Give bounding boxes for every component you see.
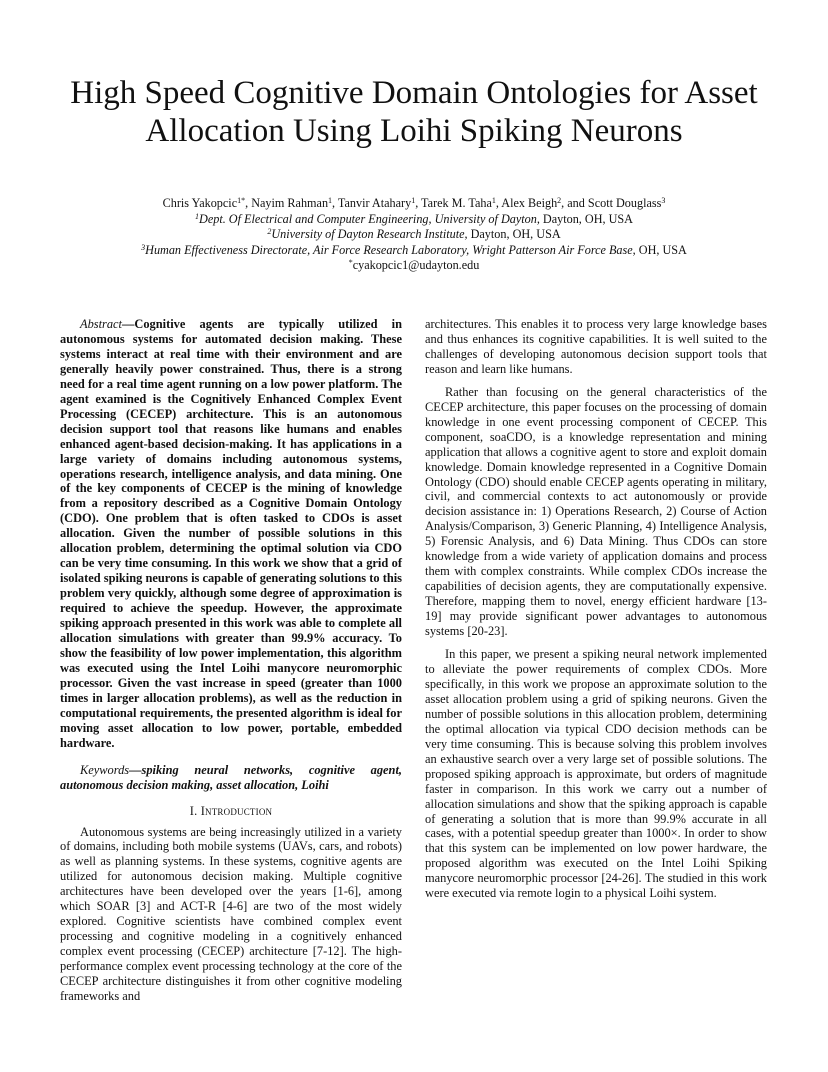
keywords-text: —spiking neural networks, cognitive agent, autonomous decision making, asset allocation, Loihi xyxy=(60,762,402,792)
author-name: , Alex Beigh xyxy=(495,196,558,210)
section-heading-introduction xyxy=(60,804,402,819)
author-name: , Tarek M. Taha xyxy=(415,196,492,210)
author-name: Chris Yakopcic xyxy=(162,196,238,210)
affiliation-location: Dayton, OH, USA xyxy=(467,227,561,241)
author-name: , Tanvir Atahary xyxy=(332,196,412,210)
email-address: cyakopcic1@udayton.edu xyxy=(352,258,480,272)
author-block xyxy=(40,196,788,274)
author-affiliation-mark: 1 xyxy=(328,196,333,205)
author-name: , and Scott Douglass xyxy=(561,196,662,210)
section-numeral: I. xyxy=(189,803,198,818)
affiliation-institution: University of Dayton Research Institute, xyxy=(271,227,468,241)
affiliation-mark: 2 xyxy=(267,227,272,236)
affiliation-mark: 3 xyxy=(141,242,146,252)
body-paragraph: In this paper, we present a spiking neural network implemented to alleviate the power requirements of complex CDOs. More specifically, in this work we propose an approximate solution to the asset allocation problem using a grid of spiking neurons. Given the number of possible solutions in this allocation problem, determining the optimal allocation via typical CDO decision methods can be very time consuming. This is because solving this problem involves an exhaustive search over a very large set of possible solutions. The proposed spiking approach is approximate, but orders of magnitude faster in comparison. In this work we carry out a number of allocation simulations and show that the spiking approach is capable of generating a solution that is more than 99.9% accurate in all cases, with a potential speedup greater than 1000×. In order to show that this system can be implemented on low power hardware, the proposed algorithm was executed on the Intel Loihi Spiking manycore neuromorphic processor [24-26]. The studied in this work were executed via remote login to a physical Loihi system. xyxy=(425,647,767,901)
affiliation-institution: Dept. Of Electrical and Computer Engineering, University of Dayton, xyxy=(199,211,540,226)
intro-paragraph: Autonomous systems are being increasingly utilized in a variety of domains, including both mobile systems (UAVs, cars, and robots) as well as planning systems. In these systems, cognitive agents are utilized for autonomous decision making. Multiple cognitive architectures have been developed over the years [1-6], among which SOAR [3] and ACT-R [4-6] are two of the most widely explored. Cognitive scientists have combined complex event processing and cognitive modeling in a cognitively enhanced complex event processing (CECEP) architecture [7-12]. The high-performance complex event processing technology at the core of the CECEP architecture distinguishes it from other cognitive modeling frameworks and xyxy=(60,824,402,1003)
author-names xyxy=(40,196,788,212)
author-affiliation-mark: 3 xyxy=(661,196,666,205)
section-title: Introduction xyxy=(200,803,273,818)
corresponding-email xyxy=(40,258,788,274)
paper-title: High Speed Cognitive Domain Ontologies for Asset Allocation Using Loihi Spiking Neurons xyxy=(70,75,758,149)
affiliation-institution: Human Effectiveness Directorate, Air Force Research Laboratory, Wright Patterson Air Force Base, xyxy=(145,242,636,257)
affiliation-1 xyxy=(40,212,788,228)
body-paragraph: architectures. This enables it to process very large knowledge bases and thus enhances its cognitive capabilities. It is well suited to the challenges of developing autonomous decision support tools that reason and learn like humans. xyxy=(425,317,767,376)
author-name: , Nayim Rahman xyxy=(245,196,329,210)
affiliation-2 xyxy=(40,227,788,243)
abstract xyxy=(60,317,402,751)
affiliation-location: Dayton, OH, USA xyxy=(539,211,633,226)
abstract-text: —Cognitive agents are typically utilized in autonomous systems for automated decision making. These systems interact at real time with their environment and are generally heavily power constrained. Thus, there is a strong need for a real time agent running on a low power platform. The agent examined is the Cognitively Enhanced Complex Event Processing (CECEP) architecture. This is an autonomous decision support tool that reasons like humans and enables enhanced agent-based decision-making. It has applications in a large variety of domains including autonomous systems, operations research, intelligence analysis, and data mining. One of the key components of CECEP is the mining of knowledge from a repository described as a Cognitive Domain Ontology (CDO). One problem that is often tasked to CDOs is asset allocation. Given the number of possible solutions in this allocation problem, determining the optimal solution via CDO can be very time consuming. In this work we show that a grid of isolated spiking neurons is capable of generating solutions to this problem very quickly, although some degree of approximation is required to achieve the speedup. However, the approximate spiking approach presented in this work was able to complete all allocation simulations with greater than 99.9% accuracy. To show the feasibility of low power implementation, this algorithm was executed using the Intel Loihi manycore neuromorphic processor. Given the vast increase in speed (greater than 1000 times in larger allocation problems), as well as the reduction in computational requirements, the presented algorithm is ideal for moving asset allocation to low power, portable, embedded hardware. xyxy=(60,317,402,750)
right-column xyxy=(425,317,767,901)
keywords xyxy=(60,763,402,793)
body-paragraph: Rather than focusing on the general characteristics of the CECEP architecture, this paper focuses on the processing of domain knowledge in one event processing component of CECEP. This component, soaCDO, is a knowledge representation and mining application that allows a cognitive agent to store and exploit domain knowledge. Domain knowledge represented in a Cognitive Domain Ontology (CDO) should enable CECEP agents operating in military, civil, and commercial contexts to act autonomously or provide decision assistance in: 1) Operations Research, 2) Course of Action Analysis/Comparison, 3) Generic Planning, 4) Intelligence Analysis, 5) Forensic Analysis, and 6) Data Mining. Thus CDOs can store knowledge from a wide variety of application domains and process them with complex constraints. While complex CDOs increase the capabilities of decision agents, they are computationally expensive. Therefore, mapping them to novel, energy efficient hardware [13-19] may provide significant power advantages to autonomous systems [20-23]. xyxy=(425,384,767,639)
author-affiliation-mark: 1 xyxy=(491,196,496,205)
email-mark: * xyxy=(348,258,353,267)
author-affiliation-mark: 2 xyxy=(557,196,562,205)
left-column xyxy=(60,317,402,1004)
keywords-label: Keywords xyxy=(80,762,130,777)
abstract-label: Abstract xyxy=(80,317,122,331)
author-affiliation-mark: 1 xyxy=(411,196,416,205)
affiliation-location: OH, USA xyxy=(635,242,687,257)
affiliation-3 xyxy=(40,243,788,259)
affiliation-mark: 1 xyxy=(195,211,200,221)
author-affiliation-mark: 1* xyxy=(237,196,246,205)
